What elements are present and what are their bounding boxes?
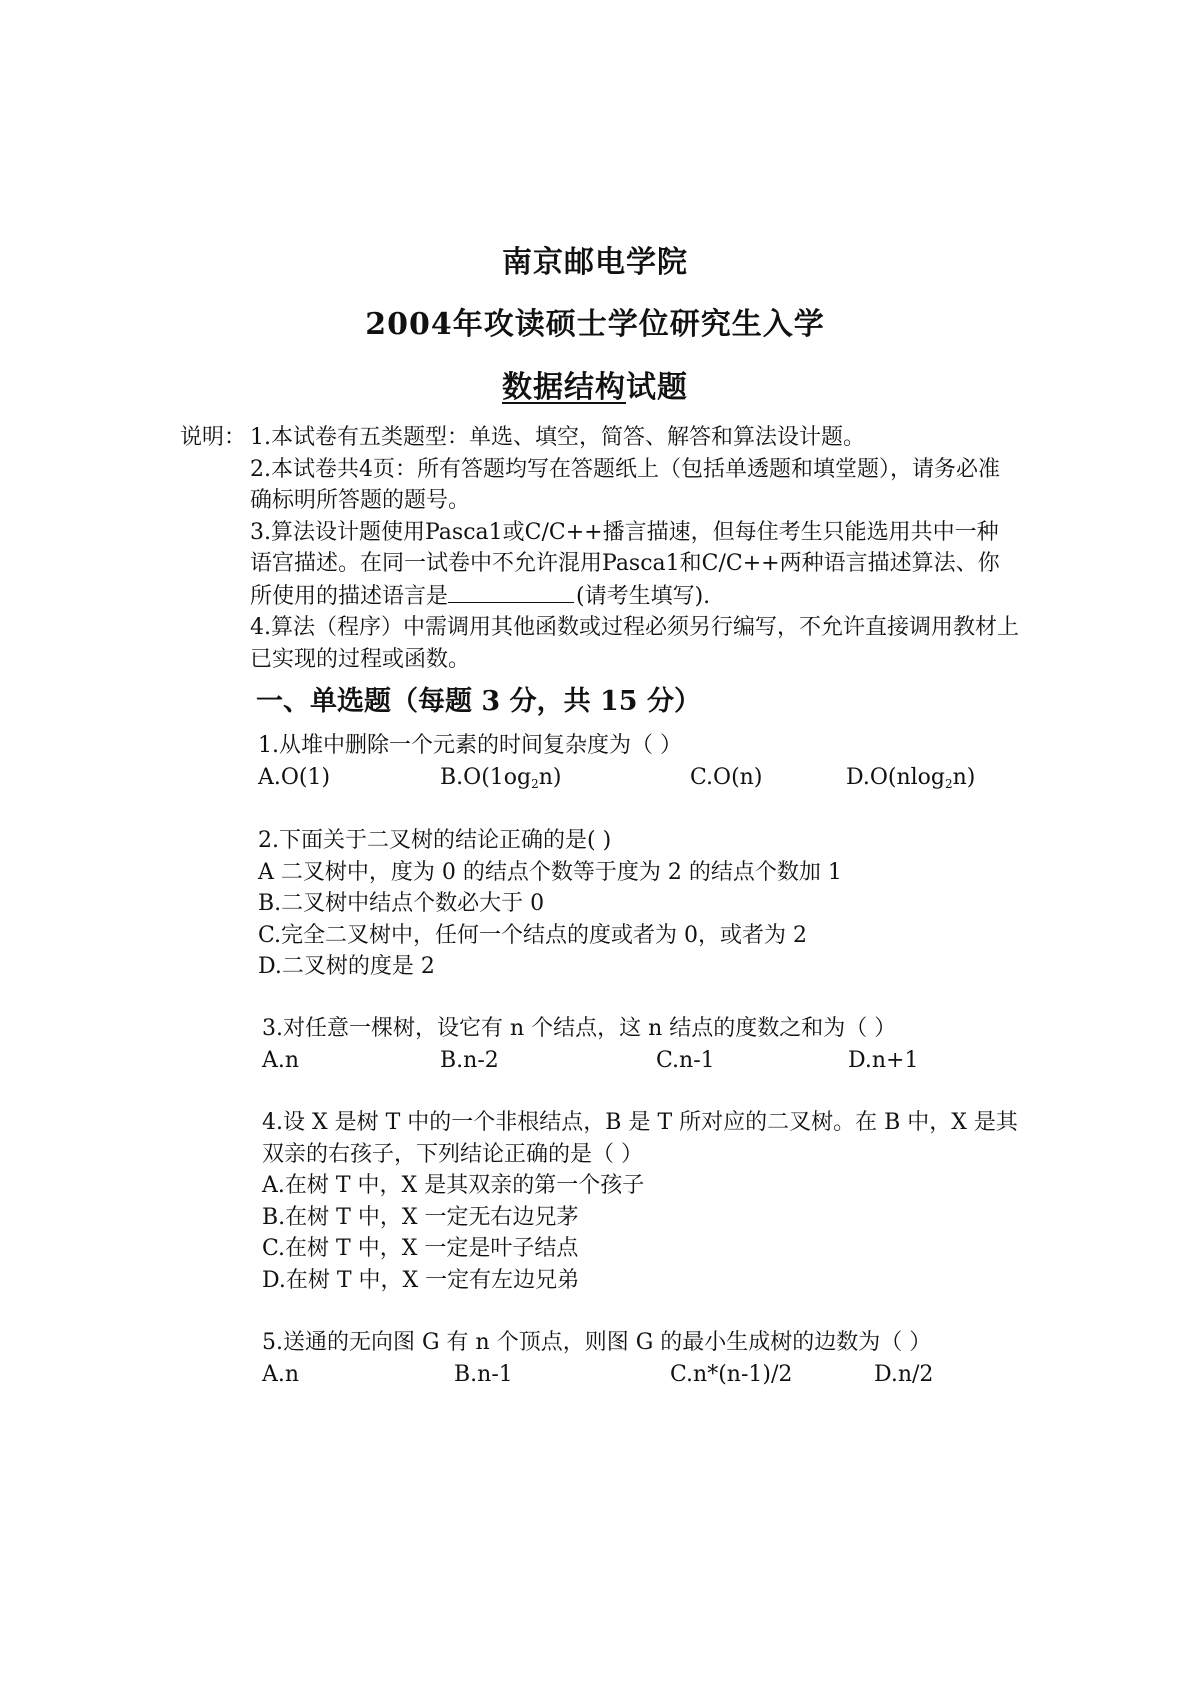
instruction-3 (250, 517, 1020, 613)
section-1-heading: 一、单选题（每题 3 分，共 15 分） (256, 686, 701, 717)
subject-suffix: 试题 (626, 370, 688, 405)
q3-option-a: A.n (262, 1047, 300, 1073)
q4-option-a: A.在树 T 中，X 是其双亲的第一个孩子 (262, 1173, 645, 1198)
subject-underlined: 数据结构 (502, 370, 626, 405)
instruction-1: 1.本试卷有五类题型：单选、填空，简答、解答和算法设计题。 (250, 425, 865, 450)
q5-option-d: D.n/2 (874, 1361, 934, 1387)
instruction-4: 4.算法（程序）中需调用其他函数或过程必须另行编写，不允许直接调用教材上已实现的过程或函数。 (250, 615, 1019, 672)
q3-option-b: B.n-2 (440, 1047, 499, 1073)
q3-option-c: C.n-1 (656, 1047, 715, 1073)
q4-option-d: D.在树 T 中，X 一定有左边兄弟 (262, 1267, 580, 1293)
q2-option-a: A 二叉树中，度为 0 的结点个数等于度为 2 的结点个数加 1 (258, 859, 842, 885)
question-4 (262, 1107, 1022, 1296)
q1-option-a: A.O(1) (258, 764, 331, 790)
subject-title (0, 368, 1190, 408)
q4-option-c: C.在树 T 中，X 一定是叶子结点 (262, 1236, 579, 1261)
q3-option-d: D.n+1 (848, 1047, 919, 1073)
question-3-options (262, 1045, 1022, 1077)
question-5-options (262, 1359, 1022, 1391)
question-1 (258, 730, 1018, 794)
instruction-2: 2.本试卷共4页：所有答题均写在答题纸上（包括单透题和填堂题），请务必准确标明所答题的题号。 (250, 456, 1000, 513)
instructions-label: 说明： (180, 425, 247, 450)
school-name: 南京邮电学院 (502, 245, 688, 280)
q5-option-a: A.n (262, 1361, 300, 1387)
q1-option-b: $B.O(1og_2n)$ (440, 764, 562, 791)
question-4-stem: 4.设 X 是树 T 中的一个非根结点，B 是 T 所对应的二叉树。在 B 中，X 是其双亲的右孩子，下列结论正确的是（ ） (262, 1110, 1018, 1167)
question-2 (258, 825, 1018, 983)
q2-option-b: B.二叉树中结点个数必大于 0 (258, 891, 545, 916)
question-3 (262, 1013, 1022, 1077)
q1-option-c: C.O(n) (690, 764, 763, 790)
instruction-3-text: 3.算法设计题使用Pasca1或C/C++播言描速，但每住考生只能选用共中一种语宫描述。在同一试卷中不允许混用Pasca1和C/C++两种语言描述算法、你所使用的描述语言是 (250, 519, 1000, 609)
question-3-stem: 3.对任意一棵树，设它有 n 个结点，这 n 结点的度数之和为（ ） (262, 1016, 897, 1041)
q5-option-c: C.n*(n-1)/2 (670, 1361, 793, 1387)
instruction-3-tail: (请考生填写). (576, 583, 711, 609)
question-1-stem: 1.从堆中删除一个元素的时间复杂度为（ ） (258, 733, 682, 758)
q1-option-d: D.O(nlog$_2$n) (846, 764, 976, 791)
q2-option-d: D.二叉树的度是 2 (258, 954, 435, 979)
question-5-stem: 5.送通的无向图 G 有 n 个顶点，则图 G 的最小生成树的边数为（ ） (262, 1330, 932, 1355)
q4-option-b: B.在树 T 中，X 一定无右边兄茅 (262, 1204, 579, 1230)
question-1-options (258, 762, 1018, 794)
exam-title: 2004年攻读硕士学位研究生入学 (365, 307, 825, 342)
question-2-stem: 2.下面关于二叉树的结论正确的是( ) (258, 828, 612, 853)
language-fill-blank[interactable] (448, 580, 574, 603)
question-5 (262, 1327, 1022, 1391)
instructions (180, 422, 1020, 675)
q2-option-c: C.完全二叉树中，任何一个结点的度或者为 0，或者为 2 (258, 922, 808, 948)
q5-option-b: B.n-1 (454, 1361, 513, 1387)
